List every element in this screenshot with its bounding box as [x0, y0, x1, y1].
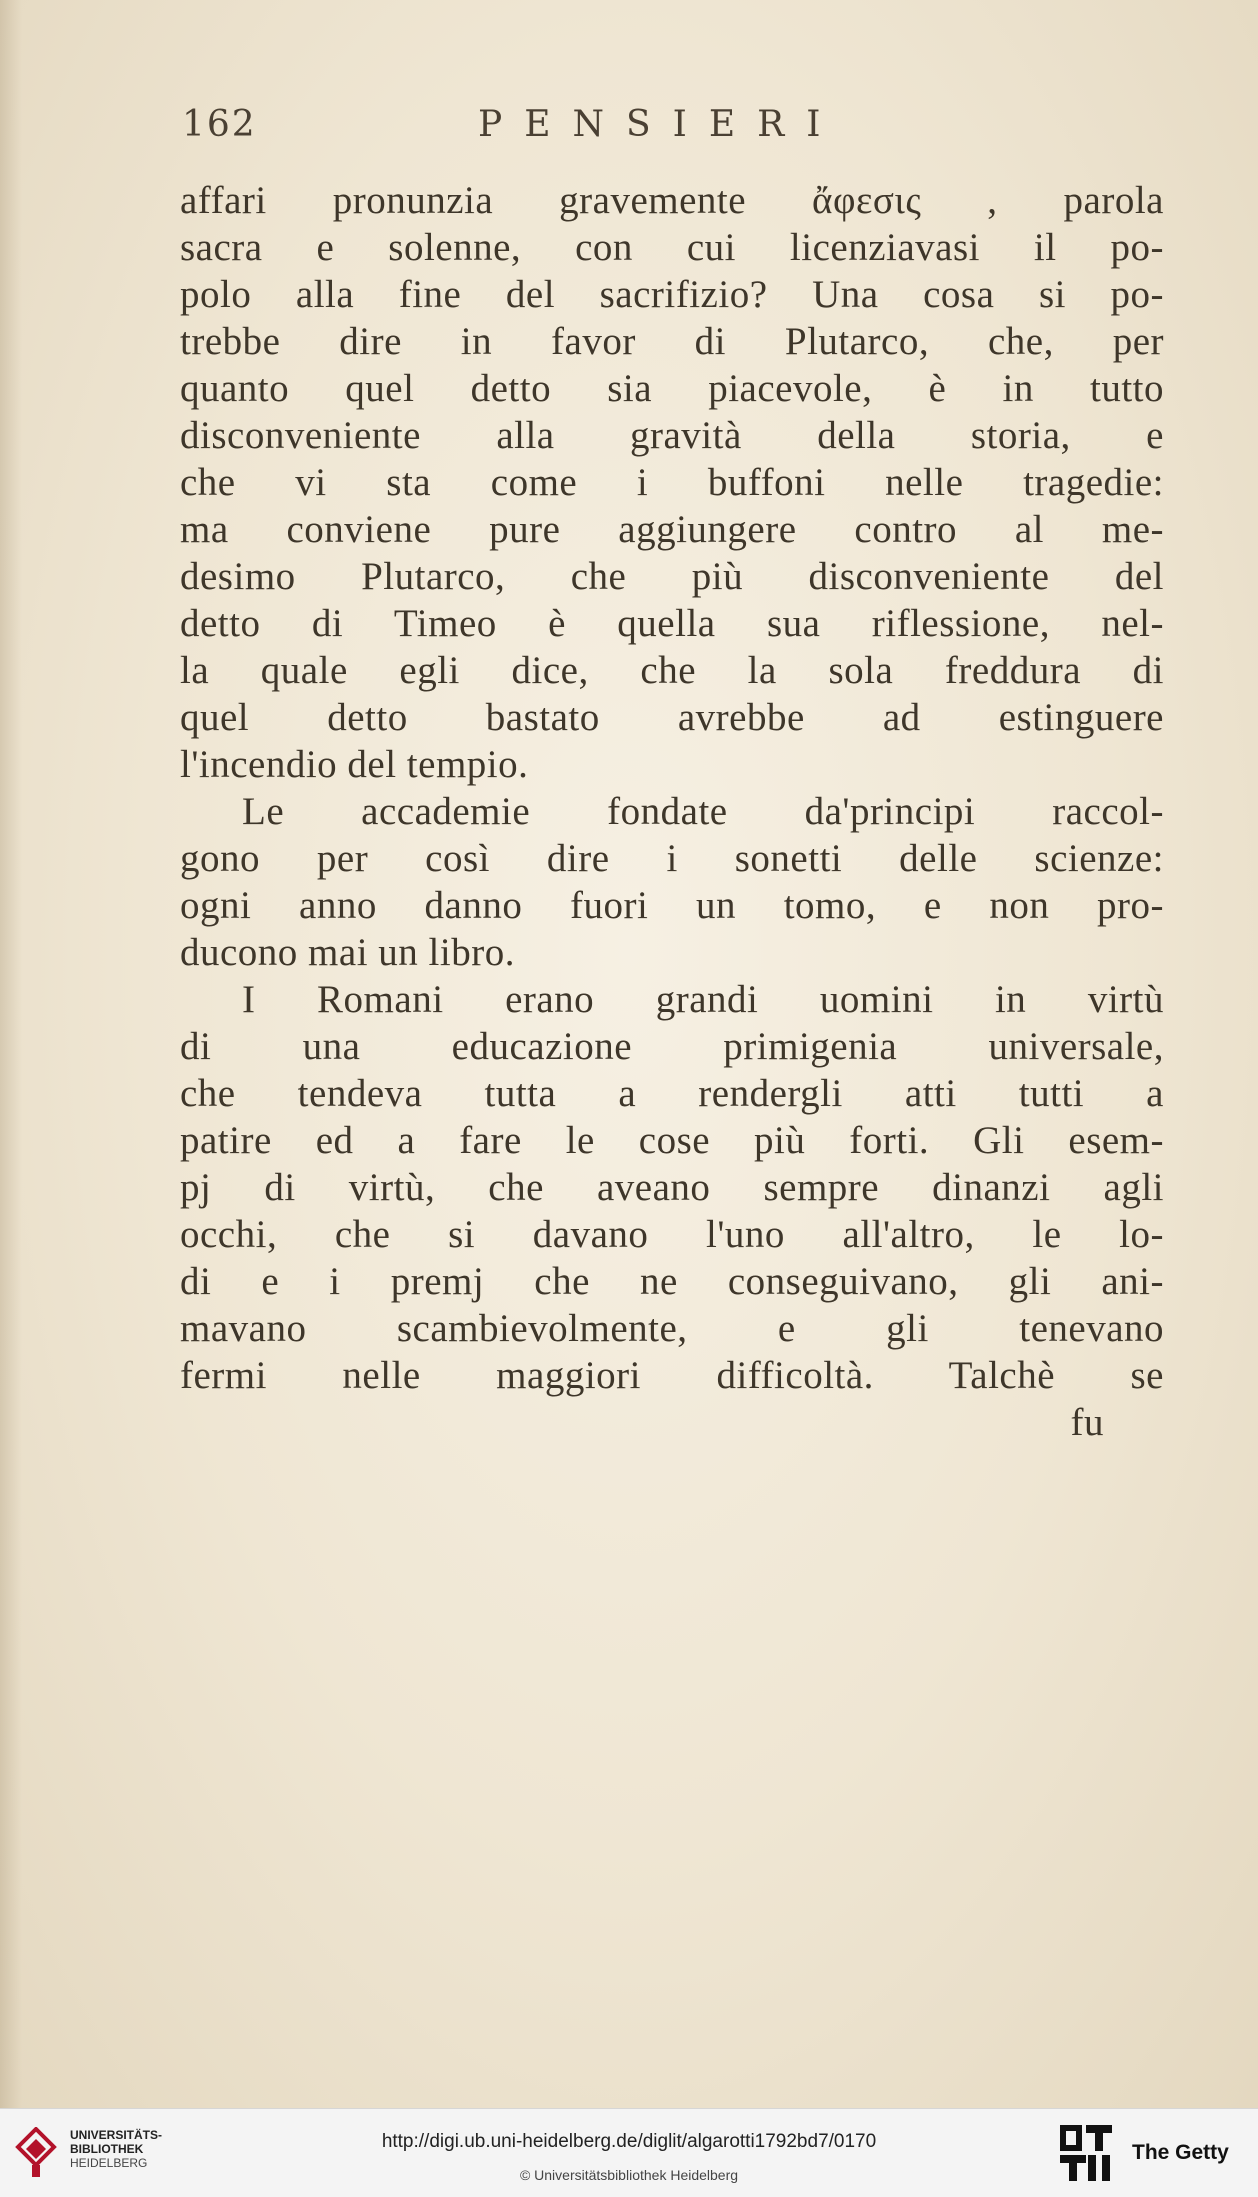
- text-line: ogni anno danno fuori un tomo, e non pro-: [180, 884, 1164, 927]
- copyright-notice: © Universitätsbibliothek Heidelberg: [519, 2167, 739, 2183]
- permalink[interactable]: http://digi.ub.uni-heidelberg.de/diglit/algarotti1792bd7/0170: [381, 2131, 877, 2152]
- running-head: PENSIERI: [478, 104, 843, 145]
- text-line: mavano scambievolmente, e gli tenevano: [180, 1307, 1164, 1350]
- text-line: sacra e solenne, con cui licenziavasi il po-: [180, 226, 1164, 269]
- viewer-footer: [0, 2108, 1258, 2197]
- text-line: ducono mai un libro.: [180, 931, 515, 974]
- library-name-line: BIBLIOTHEK: [70, 2142, 144, 2156]
- library-name-line: HEIDELBERG: [70, 2156, 148, 2170]
- text-line: ma conviene pure aggiungere contro al me-: [180, 508, 1164, 551]
- page-header: [182, 104, 882, 154]
- page-gutter-shadow: [0, 0, 22, 2108]
- partner-name: The Getty: [1132, 2141, 1229, 2164]
- getty-logo-icon: [1058, 2123, 1114, 2183]
- text-line: di una educazione primigenia universale,: [180, 1025, 1164, 1068]
- text-line: fermi nelle maggiori difficoltà. Talchè se: [180, 1354, 1164, 1397]
- text-line: quanto quel detto sia piacevole, è in tutto: [180, 367, 1164, 410]
- text-line: desimo Plutarco, che più disconveniente del: [180, 555, 1164, 598]
- catchword: fu: [1070, 1401, 1104, 1444]
- text-line: detto di Timeo è quella sua riflessione, nel-: [180, 602, 1164, 645]
- text-line: che tendeva tutta a rendergli atti tutti a: [180, 1072, 1164, 1115]
- library-name-line: UNIVERSITÄTS-: [70, 2128, 163, 2142]
- text-line: quel detto bastato avrebbe ad estinguere: [180, 696, 1164, 739]
- text-line: gono per così dire i sonetti delle scienze:: [180, 837, 1164, 880]
- text-line: l'incendio del tempio.: [180, 743, 529, 786]
- text-line: la quale egli dice, che la sola freddura di: [180, 649, 1164, 692]
- text-line: pj di virtù, che aveano sempre dinanzi agli: [180, 1166, 1164, 1209]
- text-line: polo alla fine del sacrifizio? Una cosa si po-: [180, 273, 1164, 316]
- paragraph-start-line: Le accademie fondate da'principi raccol-: [242, 790, 1164, 833]
- text-line: occhi, che si davano l'uno all'altro, le lo-: [180, 1213, 1164, 1256]
- text-line: affari pronunzia gravemente ἄφεσις , parola: [180, 179, 1164, 222]
- text-line: di e i premj che ne conseguivano, gli ani-: [180, 1260, 1164, 1303]
- text-line: trebbe dire in favor di Plutarco, che, per: [180, 320, 1164, 363]
- paragraph-start-line: I Romani erano grandi uomini in virtù: [242, 978, 1164, 1021]
- text-line: disconveniente alla gravità della storia, e: [180, 414, 1164, 457]
- text-line: che vi sta come i buffoni nelle tragedie:: [180, 461, 1164, 504]
- page-number: 162: [182, 104, 257, 145]
- text-line: patire ed a fare le cose più forti. Gli esem-: [180, 1119, 1164, 1162]
